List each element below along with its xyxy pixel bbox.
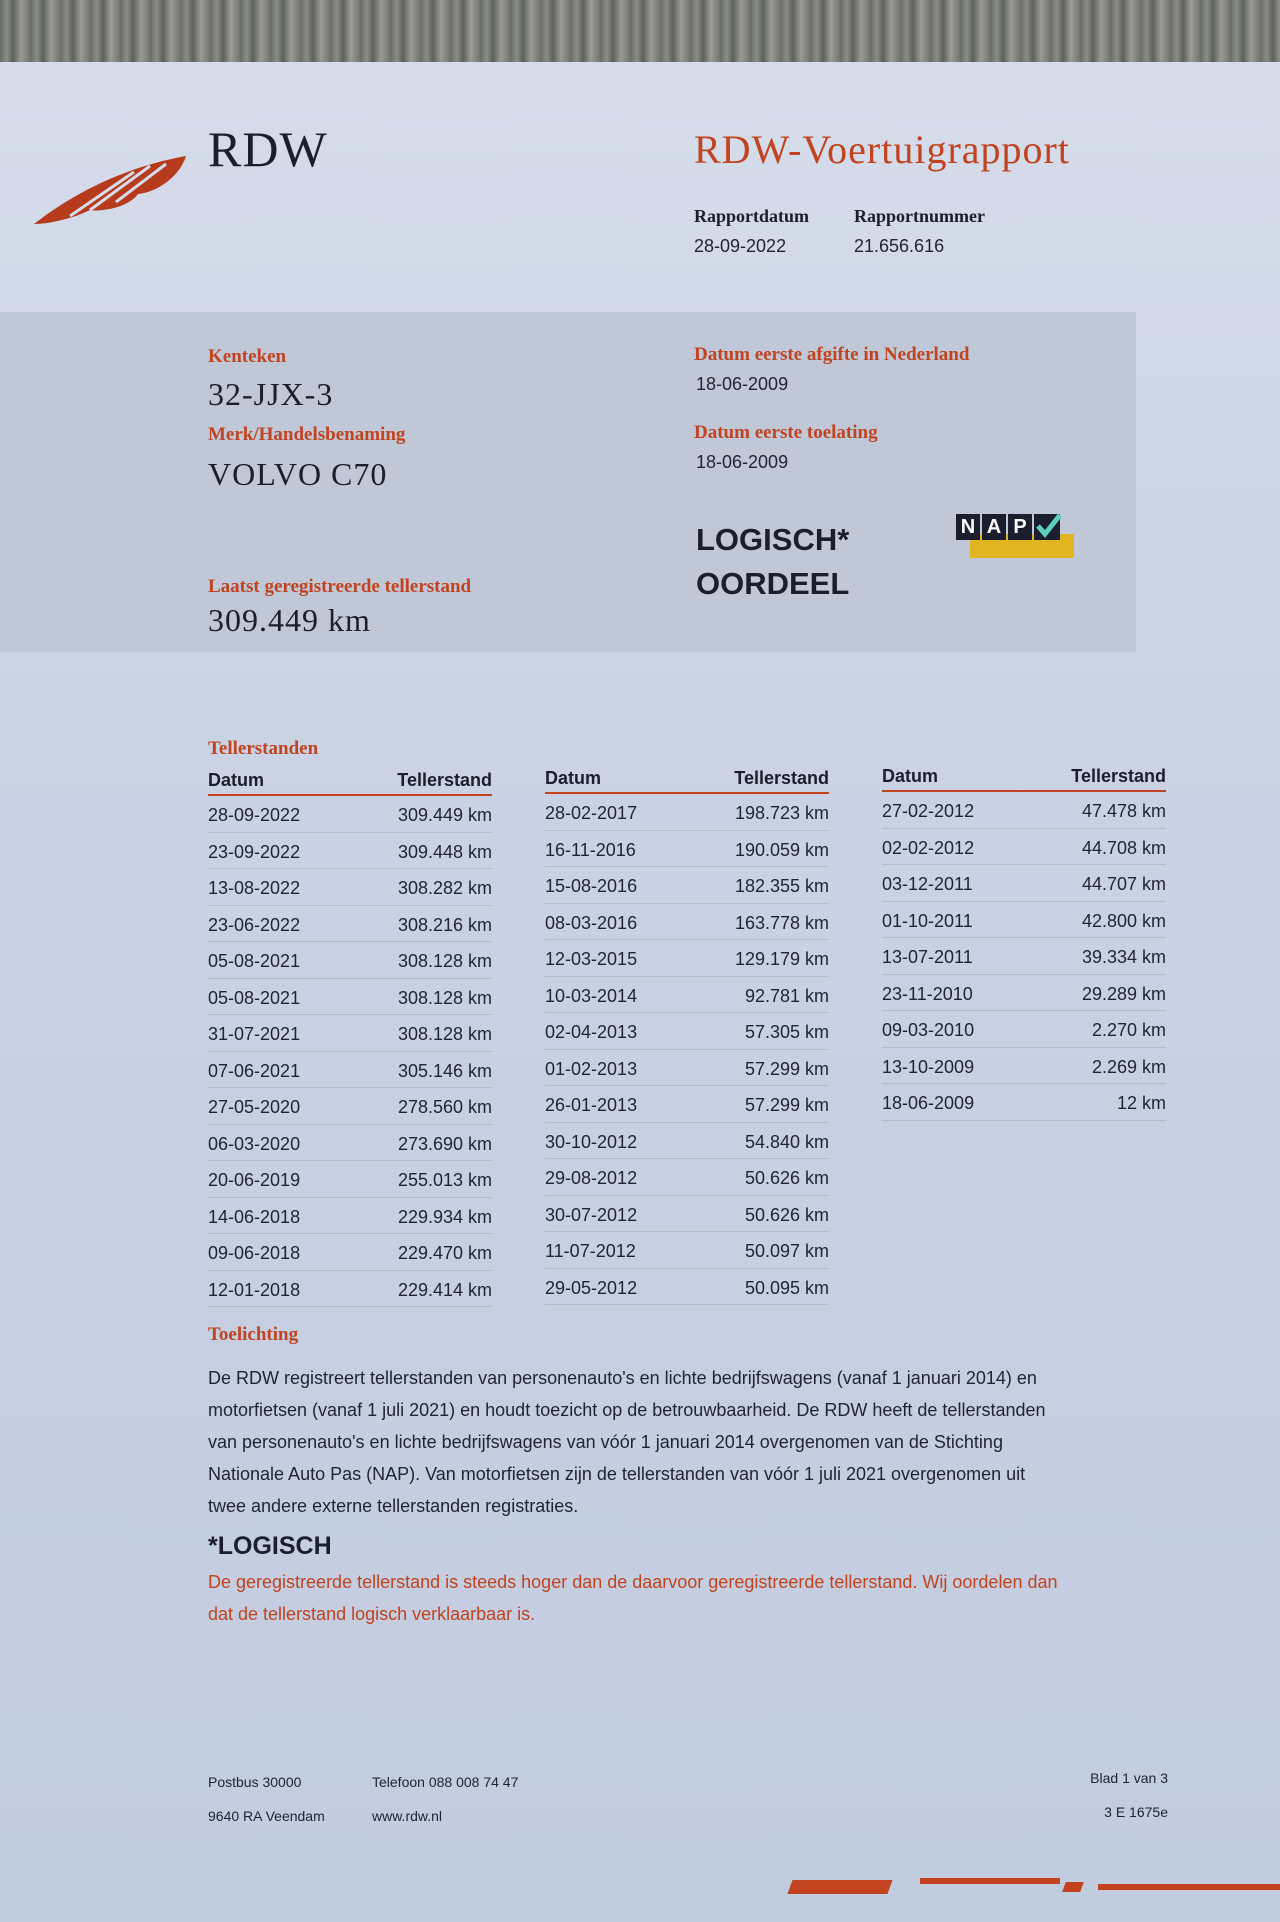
reading-km: 54.840 km [744,1131,829,1152]
note-line: De geregistreerde tellerstand is steeds hoger dan de daarvoor geregistreerde tellerstand. Wij oordelen dan [208,1572,1058,1592]
reading-km: 57.299 km [744,1058,829,1079]
reading-row [882,792,1166,829]
reading-row [545,867,829,904]
reading-date: 15-08-2016 [545,876,638,896]
reading-date: 03-12-2011 [882,874,973,894]
reading-date: 23-06-2022 [208,914,301,935]
plate-label: Kenteken [208,346,287,367]
reading-km: 50.095 km [744,1277,829,1298]
footer-web: www.rdw.nl [372,1808,443,1824]
brand-label: Merk/Handelsbenaming [208,424,406,445]
nap-logo [956,514,1074,558]
reading-km: 305.146 km [397,1060,492,1081]
reading-km: 273.690 km [397,1133,492,1154]
footer-stripe [787,1880,892,1894]
reading-km: 29.289 km [1081,983,1166,1004]
reading-column-header: Tellerstand [1071,766,1166,786]
background-wall [0,0,1280,66]
reading-km: 229.934 km [397,1206,492,1227]
report-number-value: 21.656.616 [854,236,945,256]
verdict-line-2: OORDEEL [696,566,850,601]
explanation-line: De RDW registreert tellerstanden van personenauto's en lichte bedrijfswagens (vanaf 1 januari 2014) en [208,1368,1037,1388]
reading-row [208,1125,492,1162]
reading-km: 309.448 km [397,841,492,862]
date-column-header: Datum [882,766,939,786]
reading-date: 01-02-2013 [545,1058,638,1079]
reading-date: 28-09-2022 [208,805,301,825]
reading-km: 47.478 km [1081,801,1166,821]
logisch-note-text [208,1566,1168,1630]
readings-header-3 [882,766,1166,792]
reading-km: 2.270 km [1091,1020,1166,1040]
nap-letter-n: N [956,514,980,540]
first-admission-value: 18-06-2009 [696,452,789,472]
reading-date: 02-04-2013 [545,1022,638,1042]
footer-phone: Telefoon 088 008 74 47 [372,1774,519,1790]
reading-date: 12-01-2018 [208,1279,301,1300]
reading-row [882,865,1166,902]
reading-date: 09-03-2010 [882,1020,975,1040]
footer-postbus: Postbus 30000 [208,1774,302,1790]
reading-km: 42.800 km [1081,910,1166,931]
reading-km: 12 km [1116,1093,1166,1113]
reading-row [545,831,829,868]
reading-date: 29-05-2012 [545,1277,638,1298]
explanation-line: van personenauto's en lichte bedrijfswagens van vóór 1 januari 2014 overgenomen van de Stichting [208,1432,1003,1452]
reading-km: 129.179 km [734,949,829,969]
reading-date: 23-09-2022 [208,841,301,862]
checkmark-icon [1034,512,1064,542]
reading-row [545,1159,829,1196]
report-date-label: Rapportdatum [694,206,810,226]
note-line: dat de tellerstand logisch verklaarbaar is. [208,1604,536,1624]
reading-date: 13-10-2009 [882,1056,975,1077]
reading-km: 229.414 km [397,1279,492,1300]
brand-value: VOLVO C70 [208,456,388,492]
reading-row [208,1161,492,1198]
reading-row [208,942,492,979]
reading-row [208,1198,492,1235]
reading-date: 27-05-2020 [208,1097,301,1117]
reading-km: 44.708 km [1081,837,1166,858]
reading-km: 308.128 km [397,1024,492,1044]
reading-km: 92.781 km [744,985,829,1006]
odometer-value: 309.449 km [208,602,371,638]
reading-km: 198.723 km [734,803,829,823]
footer-stripe [1098,1884,1280,1890]
reading-km: 44.707 km [1081,874,1166,894]
footer-stripe [1062,1882,1084,1892]
readings-title: Tellerstanden [208,738,319,759]
reading-row [882,1084,1166,1121]
reading-row [545,1123,829,1160]
reading-km: 308.128 km [397,951,492,971]
reading-date: 14-06-2018 [208,1206,301,1227]
footer-page: Blad 1 van 3 [1090,1770,1168,1786]
reading-date: 06-03-2020 [208,1133,301,1154]
reading-row [545,1013,829,1050]
reading-km: 229.470 km [397,1243,492,1263]
reading-row [882,1048,1166,1085]
reading-row [882,902,1166,939]
reading-date: 07-06-2021 [208,1060,301,1081]
first-nl-value: 18-06-2009 [696,374,789,394]
reading-km: 57.299 km [744,1095,829,1115]
reading-date: 20-06-2019 [208,1170,301,1190]
reading-row [545,1050,829,1087]
reading-date: 29-08-2012 [545,1168,638,1188]
reading-row [882,829,1166,866]
reading-column-header: Tellerstand [397,770,492,790]
logo-text: RDW [208,121,328,177]
reading-date: 02-02-2012 [882,837,975,858]
date-column-header: Datum [208,770,265,790]
reading-km: 182.355 km [734,876,829,896]
readings-table-3 [882,766,1166,1121]
reading-row [208,833,492,870]
reading-km: 2.269 km [1091,1056,1166,1077]
reading-row [208,796,492,833]
reading-km: 50.626 km [744,1204,829,1225]
reading-km: 308.128 km [397,987,492,1008]
reading-date: 28-02-2017 [545,803,638,823]
footer-stripe [920,1878,1060,1884]
date-column-header: Datum [545,768,602,788]
reading-row [882,938,1166,975]
reading-row [545,1086,829,1123]
reading-column-header: Tellerstand [734,768,829,788]
readings-header-2 [545,768,829,794]
report-title: RDW-Voertuigrapport [694,127,1070,172]
reading-date: 26-01-2013 [545,1095,638,1115]
explanation-line: motorfietsen (vanaf 1 juli 2021) en houdt toezicht op de betrouwbaarheid. De RDW heeft de tellerstanden [208,1400,1046,1420]
reading-km: 57.305 km [744,1022,829,1042]
footer-code: 3 E 1675e [1104,1804,1168,1820]
reading-date: 01-10-2011 [882,910,973,931]
readings-table-1 [208,770,492,1307]
explanation-title: Toelichting [208,1324,299,1345]
reading-date: 30-10-2012 [545,1131,638,1152]
reading-date: 11-07-2012 [545,1241,636,1261]
reading-km: 190.059 km [734,839,829,860]
reading-row [208,979,492,1016]
reading-km: 39.334 km [1081,947,1166,967]
verdict-line-1: LOGISCH* [696,522,850,557]
report-number-label: Rapportnummer [854,206,985,226]
explanation-line: twee andere externe tellerstanden registraties. [208,1496,579,1516]
first-admission-label: Datum eerste toelating [694,422,878,443]
reading-date: 10-03-2014 [545,985,638,1006]
reading-row [208,906,492,943]
reading-date: 05-08-2021 [208,987,301,1008]
reading-date: 18-06-2009 [882,1093,975,1113]
reading-row [545,1232,829,1269]
reading-date: 09-06-2018 [208,1243,301,1263]
report-date-value: 28-09-2022 [694,236,787,256]
reading-row [545,977,829,1014]
reading-km: 255.013 km [397,1170,492,1190]
reading-row [208,1015,492,1052]
readings-header-1 [208,770,492,796]
reading-row [208,1088,492,1125]
logisch-note-title: *LOGISCH [208,1532,332,1560]
plate-value: 32-JJX-3 [208,376,334,412]
footer-address: 9640 RA Veendam [208,1808,325,1824]
reading-km: 50.626 km [744,1168,829,1188]
reading-km: 309.449 km [397,805,492,825]
reading-date: 13-07-2011 [882,947,973,967]
reading-date: 13-08-2022 [208,878,301,898]
reading-row [208,1271,492,1308]
reading-row [882,1011,1166,1048]
reading-date: 31-07-2021 [208,1024,301,1044]
first-nl-label: Datum eerste afgifte in Nederland [694,344,970,365]
reading-date: 08-03-2016 [545,912,638,933]
reading-km: 50.097 km [744,1241,829,1261]
reading-row [545,794,829,831]
reading-row [208,1052,492,1089]
reading-date: 16-11-2016 [545,839,636,860]
reading-date: 12-03-2015 [545,949,638,969]
nap-letter-a: A [982,514,1006,540]
reading-row [208,1234,492,1271]
reading-km: 308.216 km [397,914,492,935]
reading-km: 278.560 km [397,1097,492,1117]
reading-row [545,940,829,977]
reading-km: 308.282 km [397,878,492,898]
verdict [696,518,849,606]
reading-row [545,1196,829,1233]
explanation-text [208,1362,1168,1522]
nap-letter-p: P [1008,514,1032,540]
reading-date: 05-08-2021 [208,951,301,971]
odometer-label: Laatst geregistreerde tellerstand [208,576,472,597]
reading-row [882,975,1166,1012]
reading-date: 30-07-2012 [545,1204,638,1225]
reading-row [545,1269,829,1306]
reading-row [208,869,492,906]
reading-date: 27-02-2012 [882,801,975,821]
explanation-line: Nationale Auto Pas (NAP). Van motorfietsen zijn de tellerstanden van vóór 1 juli 2021 overgenomen uit [208,1464,1026,1484]
readings-table-2 [545,768,829,1305]
reading-row [545,904,829,941]
rdw-logo-icon [30,146,190,228]
reading-date: 23-11-2010 [882,983,973,1004]
reading-km: 163.778 km [734,912,829,933]
